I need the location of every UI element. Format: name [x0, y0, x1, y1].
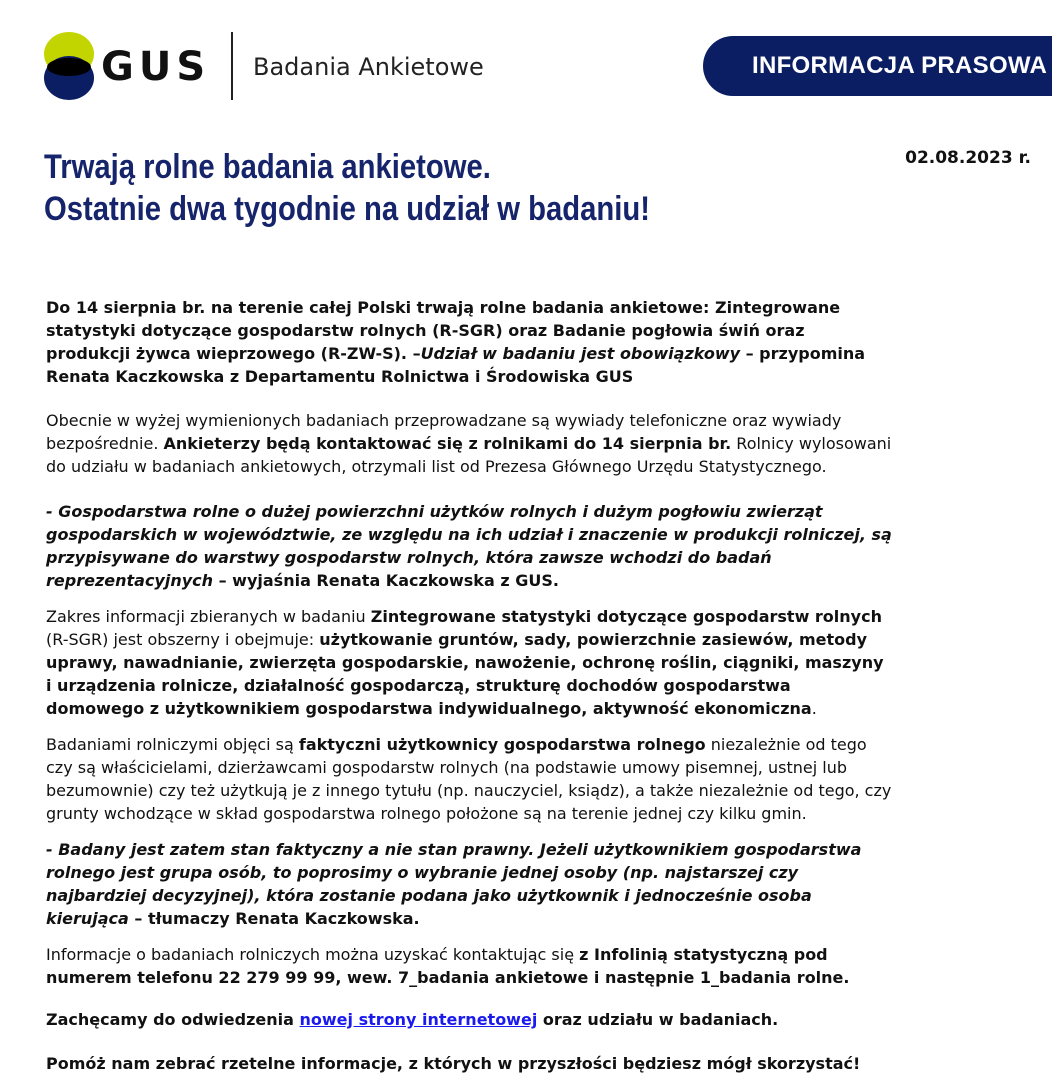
- p4-text-1: Informacje o badaniach rolniczych można uzyskać kontaktując się: [46, 945, 580, 964]
- p3-bold: faktyczni użytkownicy gospodarstwa rolnego: [298, 735, 706, 754]
- paragraph-1: [46, 409, 894, 478]
- headline-line-2: Ostatnie dwa tygodnie na udział w badaniu!: [44, 190, 650, 228]
- closing-text: Pomóż nam zebrać rzetelne informacje, z których w przyszłości będziesz mógł skorzystać!: [46, 1054, 861, 1073]
- p1-bold: Ankieterzy będą kontaktować się z rolnikami do 14 sierpnia br.: [163, 434, 732, 453]
- logo-text: GUS: [101, 44, 211, 90]
- closing-line: [46, 1052, 894, 1075]
- quote-1-text: - Gospodarstwa rolne o dużej powierzchni użytków rolnych i dużym pogłowiu zwierząt gospodarskich w województwie, ze względu na ich udział i znaczenie w produkcji rolniczej, są przypisywane do warstwy gospodarstw rolnych, która zawsze wchodzi do badań reprezentacyjnych: [46, 502, 892, 590]
- headline-line-1: Trwają rolne badania ankietowe.: [44, 148, 491, 186]
- website-link[interactable]: nowej strony internetowej: [299, 1010, 538, 1029]
- p3-text-2: niezależnie od tego czy są właścicielami, dzierżawcami gospodarstw rolnych (na podstawie umowy pisemnej, ustnej lub bezumownie) czy też użytkują je z innego tytułu (np. nauczyciel, ksiądz), a także niezależnie od tego, czy grunty wchodzące w skład gospodarstwa rolnego położone są na terenie jednej czy kilku gmin.: [46, 735, 892, 823]
- p3-text-1: Badaniami rolniczymi objęci są: [46, 735, 299, 754]
- paragraph-2: [46, 605, 894, 720]
- quote-1-attribution: – wyjaśnia Renata Kaczkowska z GUS.: [213, 571, 559, 590]
- publication-date: 02.08.2023 r.: [905, 148, 1031, 168]
- lead-paragraph: [46, 296, 894, 388]
- quote-2: [46, 838, 894, 930]
- p2-text-2: (R-SGR) jest obszerny i obejmuje:: [46, 630, 320, 649]
- paragraph-4: [46, 943, 894, 989]
- p1-text-1: Obecnie w wyżej wymienionych badaniach przeprowadzane są wywiady telefoniczne oraz wywiady bezpośrednie.: [46, 411, 842, 453]
- p2-text-3: .: [811, 699, 817, 718]
- quote-1: [46, 500, 894, 592]
- article-body: [46, 296, 894, 1075]
- p1-text-2: Rolnicy wylosowani do udziału w badaniach ankietowych, otrzymali list od Prezesa Głównego Urzędu Statystycznego.: [46, 434, 892, 476]
- header-divider: [231, 32, 233, 100]
- gus-logo-icon: [44, 32, 94, 100]
- p5-text-1: Zachęcamy do odwiedzenia: [46, 1010, 300, 1029]
- page-title: [44, 146, 650, 230]
- header-subtitle: Badania Ankietowe: [253, 53, 484, 81]
- press-release-badge: INFORMACJA PRASOWA: [703, 36, 1052, 96]
- p4-bold: z Infolinią statystyczną pod numerem telefonu 22 279 99 99, wew. 7_badania ankietowe i następnie 1_badania rolne.: [46, 945, 850, 987]
- p5-text-2: oraz udziału w badaniach.: [537, 1010, 779, 1029]
- lead-quote: Udział w badaniu jest obowiązkowy: [420, 344, 741, 363]
- p2-bold-1: Zintegrowane statystyki dotyczące gospodarstw rolnych: [370, 607, 882, 626]
- p2-text-1: Zakres informacji zbieranych w badaniu: [46, 607, 371, 626]
- paragraph-3: [46, 733, 894, 825]
- lead-text-2: – przypomina Renata Kaczkowska z Departamentu Rolnictwa i Środowiska GUS: [46, 344, 866, 386]
- p2-bold-2: użytkowanie gruntów, sady, powierzchnie zasiewów, metody uprawy, nawadnianie, zwierzęta gospodarskie, nawożenie, ochronę roślin, ciągniki, maszyny i urządzenia rolnicze, działalność gospodarczą, strukturę dochodów gospodarstwa domowego z użytkownikiem gospodarstwa indywidualnego, aktywność ekonomiczna: [46, 630, 884, 718]
- quote-2-text: - Badany jest zatem stan faktyczny a nie stan prawny. Jeżeli użytkownikiem gospodarstwa rolnego jest grupa osób, to poprosimy o wybranie jednej osoby (np. najstarszej czy najbardziej decyzyjnej), która zostanie podana jako użytkownik i jednocześnie osoba kierująca: [46, 840, 862, 928]
- lead-text-1: Do 14 sierpnia br. na terenie całej Polski trwają rolne badania ankietowe: Zintegrowane statystyki dotyczące gospodarstw rolnych (R-SGR) oraz Badanie pogłowia świń oraz produkcji żywca wieprzowego (R-ZW-S). –: [46, 298, 841, 363]
- quote-2-attribution: – tłumaczy Renata Kaczkowska.: [128, 909, 420, 928]
- paragraph-5: [46, 1008, 894, 1031]
